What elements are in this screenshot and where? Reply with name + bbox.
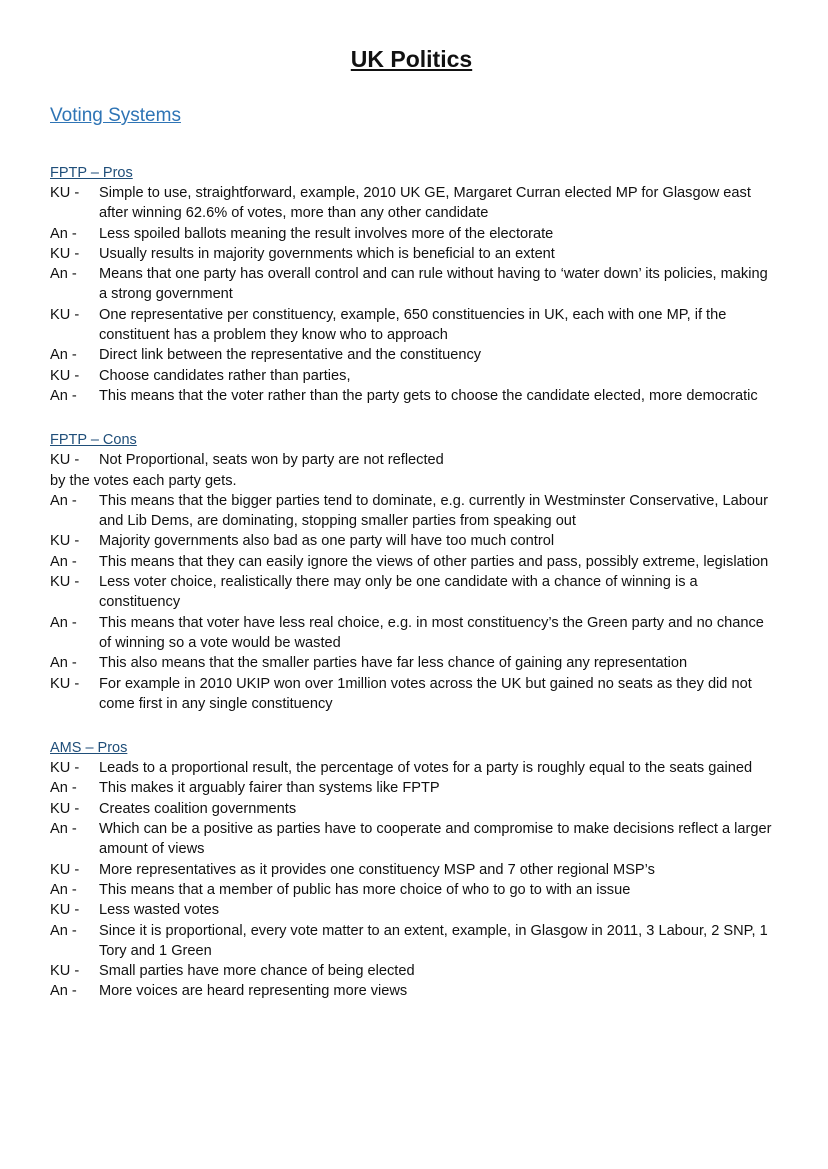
list-item: [50, 345, 773, 365]
list-item: [50, 491, 773, 532]
item-label: KU -: [50, 861, 80, 878]
item-text: Not Proportional, seats won by party are not reflected: [99, 452, 444, 469]
item-label: KU -: [50, 533, 80, 550]
item-label: An -: [50, 387, 77, 404]
list-item: [50, 674, 773, 715]
list-item: [50, 653, 773, 673]
list-item: [50, 305, 773, 346]
item-text: This also means that the smaller parties have far less chance of gaining any representation: [99, 655, 688, 672]
item-text: Leads to a proportional result, the percentage of votes for a party is roughly equal to the seats gained: [99, 760, 753, 777]
item-text: Usually results in majority governments which is beneficial to an extent: [99, 245, 555, 262]
list-item: [50, 244, 773, 264]
list-item: [50, 572, 773, 613]
list-item: [50, 183, 773, 224]
list-item: [50, 366, 773, 386]
section-items: [50, 758, 773, 1002]
list-item: [50, 778, 773, 798]
list-item: [50, 552, 773, 572]
item-label: An -: [50, 881, 77, 898]
item-text: More representatives as it provides one constituency MSP and 7 other regional MSP’s: [99, 861, 655, 878]
sections-container: [50, 165, 773, 1002]
item-label: KU -: [50, 245, 80, 262]
section-heading: AMS – Pros: [50, 740, 128, 757]
list-item: [50, 264, 773, 305]
item-text: Which can be a positive as parties have to cooperate and compromise to make decisions reflect a larger amount of views: [99, 821, 772, 858]
list-item: [50, 900, 773, 920]
item-label: KU -: [50, 675, 80, 692]
item-label: KU -: [50, 574, 80, 591]
item-text: For example in 2010 UKIP won over 1million votes across the UK but gained no seats as they did not come first in any single constituency: [99, 675, 752, 712]
list-item: [50, 224, 773, 244]
item-text: This means that the voter rather than the party gets to choose the candidate elected, more democratic: [99, 387, 758, 404]
item-text: More voices are heard representing more views: [99, 983, 408, 1000]
list-item: [50, 613, 773, 654]
item-text: Less wasted votes: [99, 902, 220, 919]
list-item: [50, 921, 773, 962]
item-text: Less voter choice, realistically there may only be one candidate with a chance of winning is a constituency: [99, 574, 698, 611]
item-label: KU -: [50, 760, 80, 777]
item-label: An -: [50, 983, 77, 1000]
item-text: Less spoiled ballots meaning the result involves more of the electorate: [99, 225, 554, 242]
item-label: KU -: [50, 185, 80, 201]
document-section: [50, 432, 773, 714]
list-item: [50, 981, 773, 1001]
section-heading: FPTP – Cons: [50, 432, 137, 449]
page-title: UK Politics: [350, 46, 473, 72]
list-item: [50, 961, 773, 981]
item-label: An -: [50, 780, 77, 797]
item-text: Simple to use, straightforward, example, 2010 UK GE, Margaret Curran elected MP for Glasgow east after winning 62.6% of votes, more than any other candidate: [99, 185, 751, 222]
item-label: An -: [50, 553, 77, 570]
list-item: [50, 758, 773, 778]
item-label: An -: [50, 614, 77, 631]
item-label: An -: [50, 347, 77, 364]
item-text: Choose candidates rather than parties,: [99, 367, 351, 384]
list-item: [50, 819, 773, 860]
item-text: Direct link between the representative and the constituency: [99, 347, 482, 364]
list-item: [50, 471, 773, 491]
item-label: An -: [50, 225, 77, 242]
item-text: Since it is proportional, every vote matter to an extent, example, in Glasgow in 2011, 3 Labour, 2 SNP, 1 Tory and 1 Green: [99, 922, 768, 959]
item-text: This means that they can easily ignore the views of other parties and pass, possibly extreme, legislation: [99, 553, 769, 570]
item-text: This means that the bigger parties tend to dominate, e.g. currently in Westminster Conservative, Labour and Lib Dems, are dominating, stopping smaller parties from speaking out: [99, 492, 768, 530]
item-label: An -: [50, 492, 77, 509]
item-label: An -: [50, 266, 77, 283]
item-label: KU -: [50, 452, 80, 469]
item-label: An -: [50, 821, 77, 838]
section-items: [50, 450, 773, 714]
list-item: [50, 450, 773, 470]
item-label: An -: [50, 655, 77, 672]
section-heading: FPTP – Pros: [50, 165, 133, 181]
item-label: KU -: [50, 367, 80, 384]
item-text: This means that voter have less real choice, e.g. in most constituency’s the Green party and no chance of winning so a vote would be wasted: [99, 614, 764, 651]
list-item: [50, 386, 773, 406]
list-item: [50, 880, 773, 900]
page-subtitle: Voting Systems: [50, 105, 181, 126]
document-section: [50, 740, 773, 1002]
section-items: [50, 183, 773, 406]
list-item: [50, 799, 773, 819]
item-text: This means that a member of public has more choice of who to go to with an issue: [99, 881, 631, 898]
item-text: One representative per constituency, example, 650 constituencies in UK, each with one MP, if the constituent has a problem they know who to approach: [99, 306, 727, 344]
item-text: by the votes each party gets.: [50, 472, 237, 489]
list-item: [50, 860, 773, 880]
item-text: Means that one party has overall control and can rule without having to ‘water down’ its policies, making a strong government: [99, 266, 768, 303]
item-text: Small parties have more chance of being elected: [99, 963, 415, 980]
item-text: Creates coalition governments: [99, 800, 297, 817]
item-label: KU -: [50, 306, 80, 323]
item-text: Majority governments also bad as one party will have too much control: [99, 533, 555, 550]
list-item: [50, 531, 773, 551]
document-section: [50, 165, 773, 406]
item-label: KU -: [50, 800, 80, 817]
item-label: KU -: [50, 902, 80, 919]
item-text: This makes it arguably fairer than systems like FPTP: [99, 780, 440, 797]
item-label: An -: [50, 922, 77, 939]
item-label: KU -: [50, 963, 80, 980]
